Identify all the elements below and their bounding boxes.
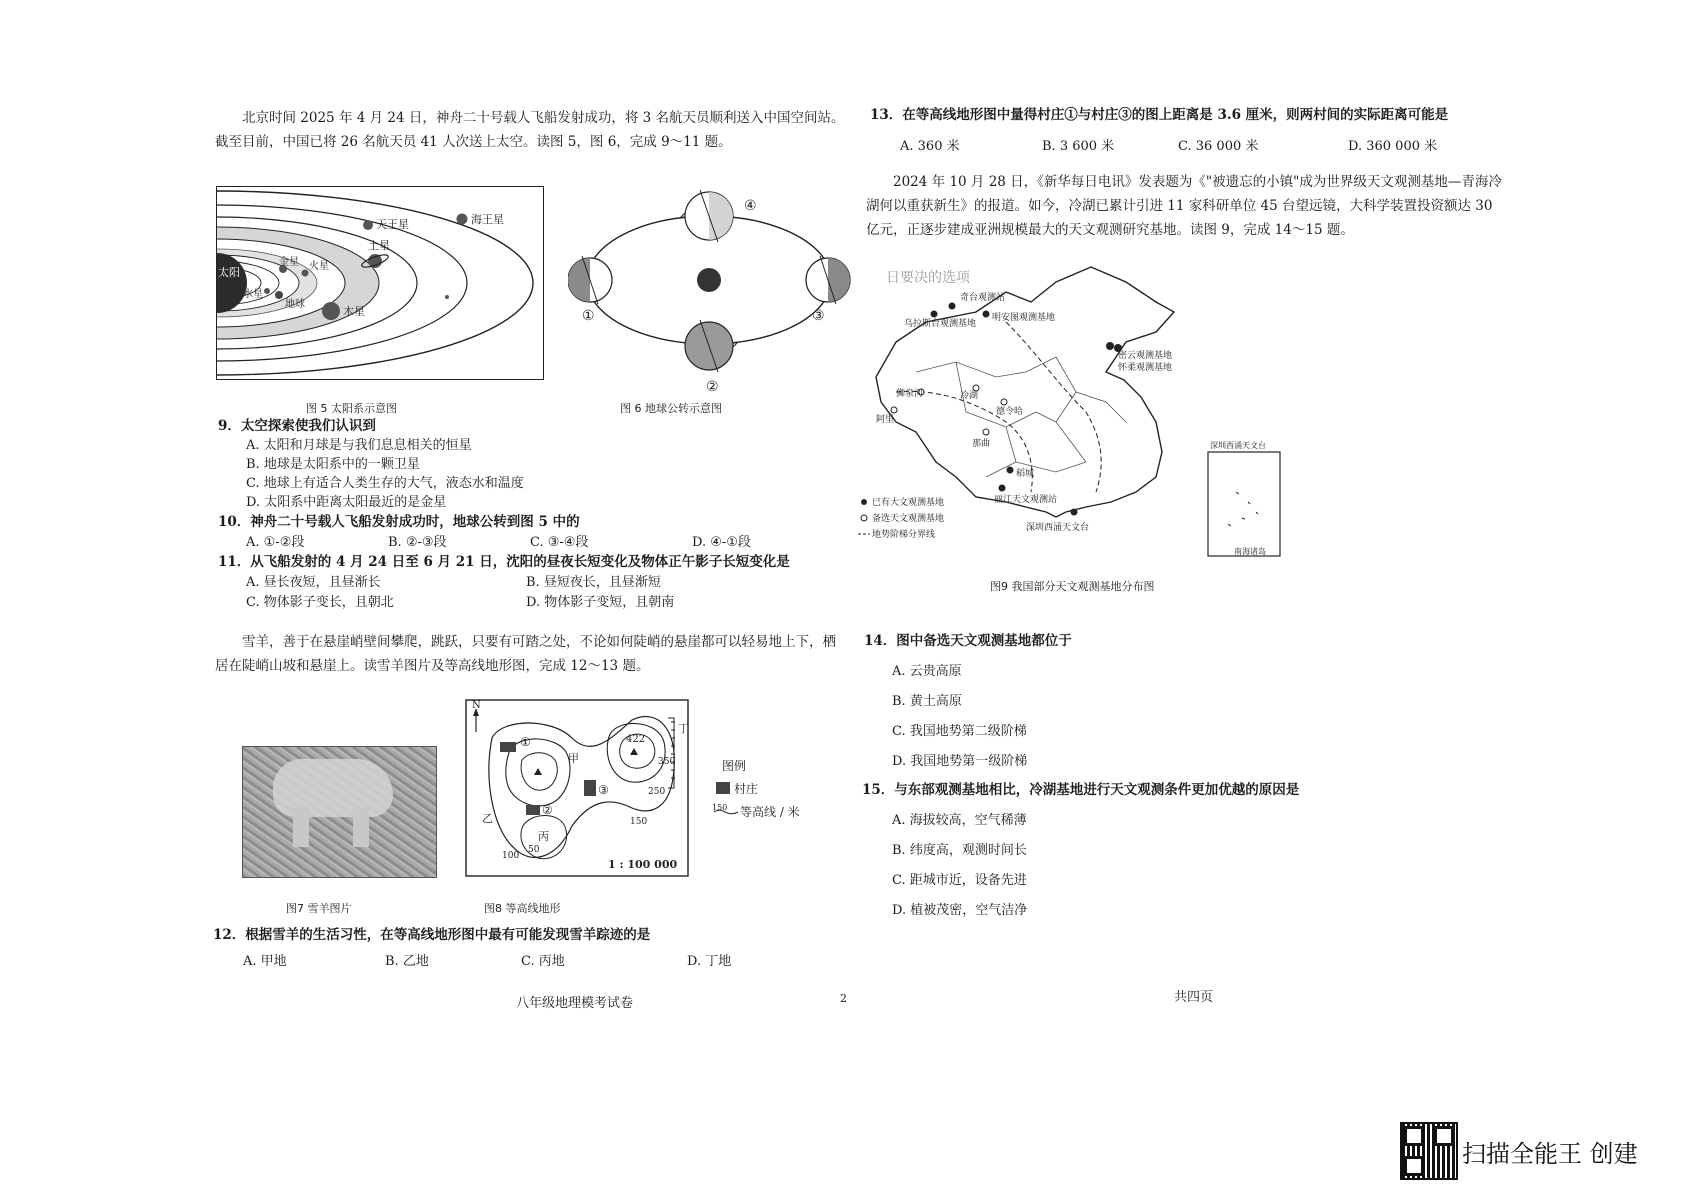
earth-label: 地球 [285,299,305,310]
q15-option-b: B. 纬度高，观测时间长 [892,843,1027,858]
intro-paragraph-1: 北京时间 2025 年 4 月 24 日，神舟二十号载人飞船发射成功，将 3 名航天员顺利送入中国空间站。截至目前，中国已将 26 名航天员 41 人次送上太空。读图 5，图 6，完成 9～11 题。 [215,110,845,150]
legend-contour: 等高线 / 米 [740,805,800,819]
inset-bottom-label: 南海诸岛 [1234,547,1266,556]
question-13-stem: 13．在等高线地形图中量得村庄①与村庄③的图上距离是 3.6 厘米，则两村间的实际距离可能是 [870,107,1449,123]
contour-map-diagram [462,698,822,878]
site-lenghu: 冷湖 [960,391,979,401]
village-mark-1: ① [520,735,531,749]
site-mingantu: 明安图观测基地 [992,313,1056,323]
q9-option-b: B. 地球是太阳系中的一颗卫星 [246,457,420,472]
site-qitai: 奇台观测站 [960,293,1006,303]
site-miyun: 密云观测基地 [1118,351,1173,361]
mercury-label: 水星 [243,289,263,300]
mercury-dot [264,288,270,294]
question-11-stem: 11．从飞船发射的 4 月 24 日至 6 月 21 日，沈阳的昼夜长短变化及物体正午影子长短变化是 [218,554,790,570]
question-10-stem: 10．神舟二十号载人飞船发射成功时，地球公转到图 5 中的 [218,514,580,530]
village-mark-3: ③ [598,783,609,797]
map-scale: 1 : 100 000 [608,858,678,871]
q10-option-c: C. ③-④段 [530,535,589,550]
left-footer: 八年级地理模考试卷 [516,996,634,1011]
solar-system-diagram [217,187,543,379]
q10-options-row [246,533,806,552]
ghost-text: 日要决的选项 [886,270,970,286]
saturn-label: 土星 [368,239,390,252]
q10-option-b: B. ②-③段 [388,535,447,550]
neptune-label: 海王星 [471,213,504,226]
q15-option-a: A. 海拔较高，空气稀薄 [892,813,1027,828]
jupiter-label: 木星 [343,305,365,318]
snow-goat-photo [242,746,437,878]
intro-paragraph-3: 2024 年 10 月 28 日，《新华每日电讯》发表题为《"被遗忘的小镇"成为世界级天文观测基地—青海冷湖何以重获新生》的报道。如今，冷湖已累计引进 11 家科研单位 45 台望远镜，大科学装置投资额达 30 亿元，正逐步建成亚洲规模最大的天文观测研究基地。读图 9，完成 14～15 题。 [866,174,1502,238]
legend-title: 图例 [722,759,747,773]
qr-code-icon [1400,1122,1458,1180]
legend-boundary: 地势阶梯分界线 [872,530,936,540]
q12-option-b: B. 乙地 [385,954,429,969]
china-map-diagram [856,262,1296,562]
question-9-stem: 9．太空探索使我们认识到 [218,418,376,434]
q10-option-a: A. ①-②段 [246,535,305,550]
mark-3: ③ [812,308,825,324]
legend-candidate: 备选天文观测基地 [872,514,945,524]
figure-5-solar-system [216,186,544,380]
question-12-stem: 12．根据雪羊的生活习性，在等高线地形图中最有可能发现雪羊踪迹的是 [213,927,651,943]
site-delingha: 德令哈 [996,407,1024,417]
point-ding: 丁 [678,722,689,735]
q11-option-c: C. 物体影子变长，且朝北 [246,595,394,610]
question-15-stem: 15．与东部观测基地相比，冷湖基地进行天文观测条件更加优越的原因是 [862,782,1300,798]
contour-150: 150 [630,817,648,827]
q11-option-d: D. 物体影子变短，且朝南 [526,595,675,610]
inset-top-label: 深圳西涌天文台 [1210,441,1266,450]
q14-option-d: D. 我国地势第一级阶梯 [892,754,1028,769]
north-label: N [472,700,481,711]
q9-option-c: C. 地球上有适合人类生存的大气，液态水和温度 [246,476,524,491]
site-lijiang: 丽江天文观测站 [994,495,1058,505]
q9-option-a: A. 太阳和月球是与我们息息相关的恒星 [246,438,472,453]
q15-option-c: C. 距城市近，设备先进 [892,873,1027,888]
point-jia: 甲 [568,752,579,765]
neptune-dot [457,214,468,225]
earth-dot [275,291,283,299]
figure-9-china-map [856,262,1296,562]
mars-label: 火星 [309,261,329,272]
q13-options-row [900,137,1500,156]
mars-dot [302,270,309,277]
contour-50: 50 [528,845,540,855]
question-14-stem: 14．图中备选天文观测基地都位于 [864,633,1072,649]
legend-existing: 已有大文观测基地 [872,498,945,508]
q14-option-a: A. 云贵高原 [892,664,962,679]
village-2 [526,805,540,815]
q13-option-b: B. 3 600 米 [1042,139,1115,154]
mark-1: ① [582,308,595,324]
q14-option-c: C. 我国地势第二级阶梯 [892,724,1027,739]
uranus-dot [363,220,373,230]
q12-option-c: C. 丙地 [521,954,565,969]
contour-100: 100 [502,851,520,861]
figure-6-earth-revolution [568,186,858,396]
q13-option-a: A. 360 米 [900,139,960,154]
jupiter-dot [322,302,340,320]
mark-4: ④ [744,198,757,214]
q12-option-d: D. 丁地 [687,954,732,969]
site-shiquanhe: 狮泉河 [896,389,924,399]
sun-label: 太阳 [218,266,240,279]
site-naqu: 那曲 [972,439,991,449]
saturn-dot [368,254,382,268]
figure-8-contour-map [462,698,822,878]
legend-village-swatch [716,782,730,794]
venus-label: 金星 [279,257,299,268]
scanner-watermark: 扫描全能王 创建 [1462,1140,1638,1168]
q10-option-d: D. ④-①段 [692,535,751,550]
peak-elevation: 422 [626,734,646,745]
q12-options-row [243,952,803,971]
village-1 [500,742,516,752]
q11-option-a: A. 昼长夜短，且昼渐长 [246,575,381,590]
earth-revolution-diagram [568,186,858,396]
intro-paragraph-2: 雪羊，善于在悬崖峭壁间攀爬，跳跃，只要有可踏之处，不论如何陡峭的悬崖都可以轻易地上下，栖居在陡峭山坡和悬崖上。读雪羊图片及等高线地形图，完成 12～13 题。 [215,634,836,674]
site-ali: 阿里 [876,415,895,425]
figure-6-caption: 图 6 地球公转示意图 [620,402,722,415]
village-3 [584,780,596,796]
site-huairou: 怀柔观测基地 [1118,363,1173,373]
south-china-sea-inset [1208,452,1280,556]
contour-350: 350 [658,757,676,767]
q11-option-b: B. 昼短夜长，且昼渐短 [526,575,661,590]
figure-5-caption: 图 5 太阳系示意图 [306,402,397,415]
right-footer: 共四页 [1174,990,1214,1005]
site-urumqi: 乌拉斯台观测基地 [904,319,977,329]
q15-option-d: D. 植被茂密，空气洁净 [892,903,1028,918]
uranus-label: 天王星 [376,218,409,231]
point-yi: 乙 [482,812,493,825]
q13-option-c: C. 36 000 米 [1178,139,1259,154]
figure-9-caption: 图9 我国部分天文观测基地分布图 [990,580,1155,593]
sun-center [697,268,721,292]
contour-250: 250 [648,787,666,797]
figure-7-caption: 图7 雪羊图片 [286,902,352,915]
site-shenzhen: 深圳西涌天文台 [1026,523,1090,533]
figure-8-caption: 图8 等高线地形 [484,902,561,915]
q14-option-b: B. 黄土高原 [892,694,962,709]
legend-contour-value: 150 [712,803,728,812]
site-daocheng: 稻城 [1016,469,1035,479]
legend-village: 村庄 [734,782,759,796]
village-mark-2: ② [542,803,553,817]
q12-option-a: A. 甲地 [243,954,287,969]
page-number: 2 [840,992,847,1005]
q13-option-d: D. 360 000 米 [1348,139,1438,154]
q9-option-d: D. 太阳系中距离太阳最近的是金星 [246,495,447,510]
mark-2: ② [706,379,719,395]
point-bing: 丙 [538,830,549,843]
